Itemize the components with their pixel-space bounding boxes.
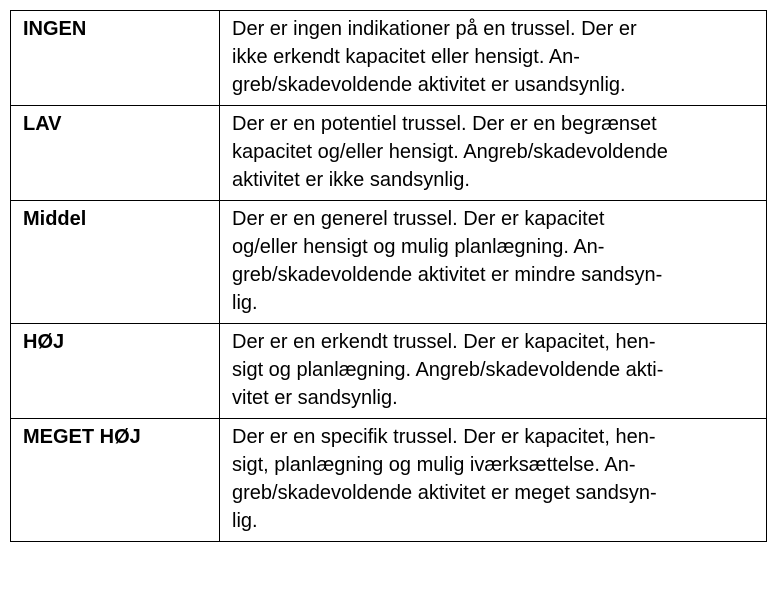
- description-line: kapacitet og/eller hensigt. Angreb/skadevoldende: [232, 141, 668, 163]
- threat-level-hoj: HØJ: [11, 324, 220, 419]
- description-line: greb/skadevoldende aktivitet er meget sandsyn-: [232, 482, 657, 504]
- description-line: Der er en potentiel trussel. Der er en begrænset: [232, 113, 657, 135]
- table-row: [11, 324, 767, 419]
- description-line: Der er ingen indikationer på en trussel. Der er: [232, 18, 637, 40]
- threat-description-ingen: [220, 11, 767, 106]
- description-line: vitet er sandsynlig.: [232, 387, 398, 409]
- threat-description-hoj: [220, 324, 767, 419]
- threat-description-middel: [220, 201, 767, 324]
- threat-level-lav: LAV: [11, 106, 220, 201]
- table-row: [11, 106, 767, 201]
- description-line: Der er en erkendt trussel. Der er kapacitet, hen-: [232, 331, 656, 353]
- threat-level-ingen: INGEN: [11, 11, 220, 106]
- description-line: aktivitet er ikke sandsynlig.: [232, 169, 470, 191]
- description-line: Der er en generel trussel. Der er kapacitet: [232, 208, 605, 230]
- description-line: sigt, planlægning og mulig iværksættelse. An-: [232, 454, 636, 476]
- description-line: Der er en specifik trussel. Der er kapacitet, hen-: [232, 426, 656, 448]
- description-line: lig.: [232, 510, 258, 532]
- description-line: greb/skadevoldende aktivitet er mindre sandsyn-: [232, 264, 663, 286]
- threat-level-meget-hoj: MEGET HØJ: [11, 419, 220, 542]
- threat-level-table: [10, 10, 767, 542]
- table-row: [11, 419, 767, 542]
- threat-level-middel: Middel: [11, 201, 220, 324]
- description-line: ikke erkendt kapacitet eller hensigt. An-: [232, 46, 580, 68]
- threat-description-lav: [220, 106, 767, 201]
- table-row: [11, 11, 767, 106]
- table-row: [11, 201, 767, 324]
- description-line: greb/skadevoldende aktivitet er usandsynlig.: [232, 74, 626, 96]
- description-line: og/eller hensigt og mulig planlægning. An-: [232, 236, 605, 258]
- description-line: lig.: [232, 292, 258, 314]
- description-line: sigt og planlægning. Angreb/skadevoldende akti-: [232, 359, 664, 381]
- threat-description-meget-hoj: [220, 419, 767, 542]
